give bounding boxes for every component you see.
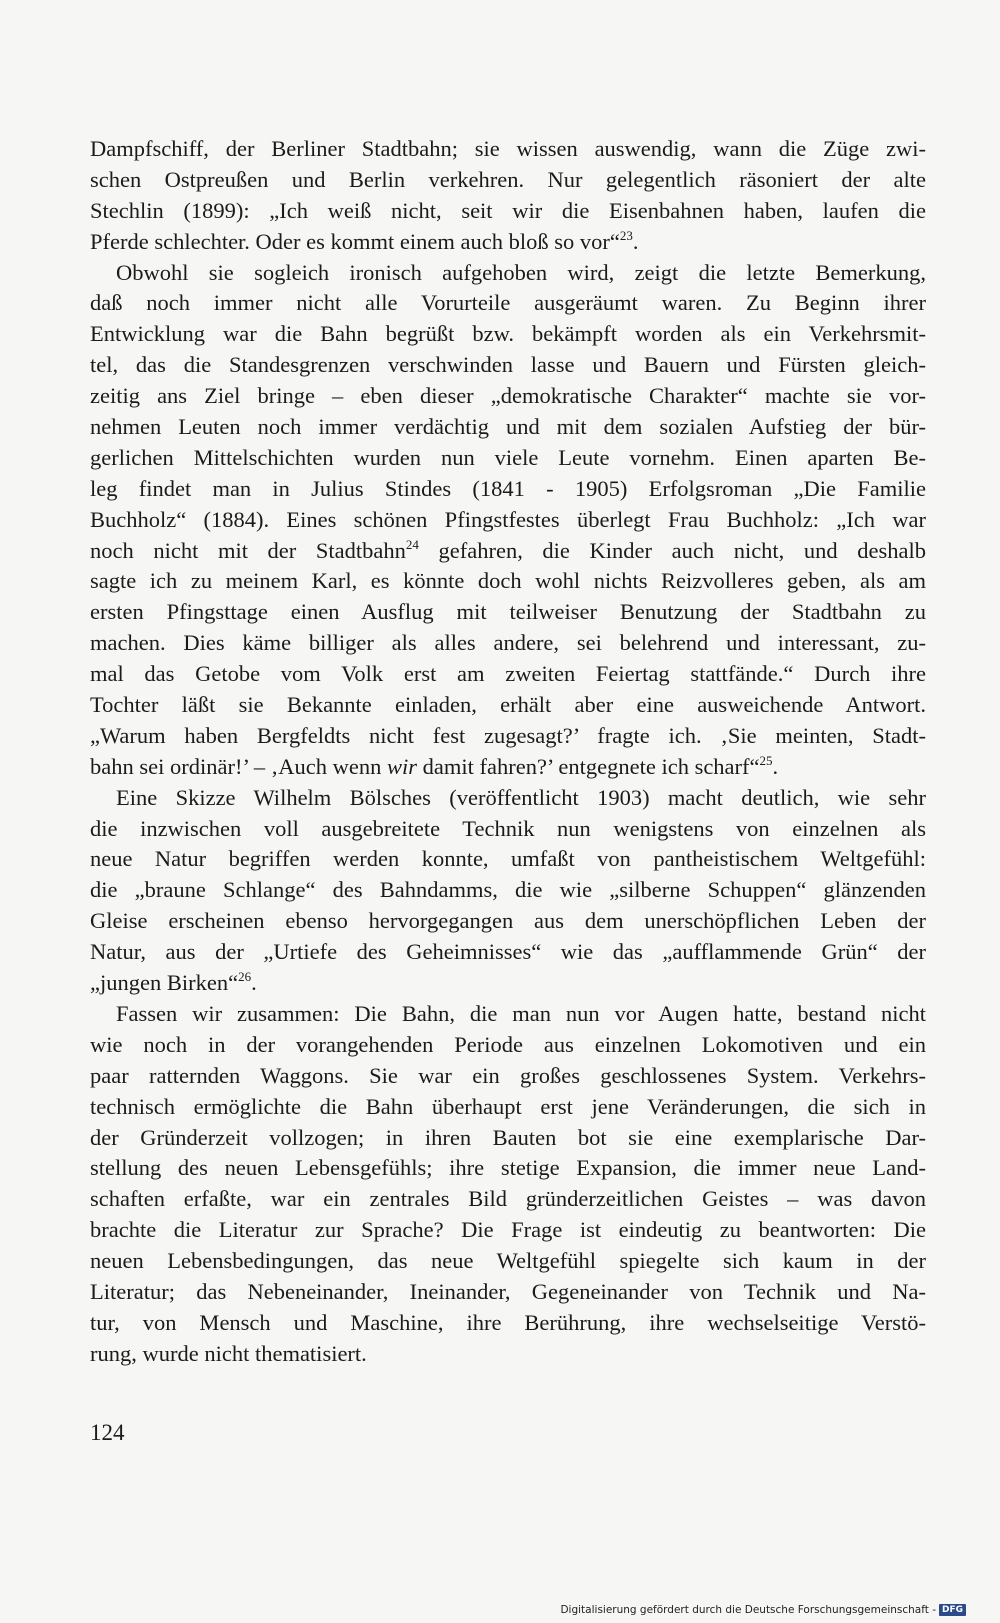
- text-line: wie noch in der vorangehenden Periode aus einzelnen Lokomotiven und ein: [90, 1031, 926, 1057]
- text-line: Eine Skizze Wilhelm Bölsches (veröffentlicht 1903) macht deutlich, wie sehr: [116, 784, 926, 810]
- text-line: der Gründerzeit vollzogen; in ihren Bauten bot sie eine exemplarische Dar-: [90, 1124, 926, 1150]
- text-line: mal das Getobe vom Volk erst am zweiten Feiertag stattfände.“ Durch ihre: [90, 661, 926, 687]
- paragraph: [90, 783, 926, 999]
- text-line: zeitig ans Ziel bringe – eben dieser „demokratische Charakter“ machte sie vor-: [90, 383, 926, 409]
- text-line: Tochter läßt sie Bekannte einladen, erhält aber eine ausweichende Antwort.: [90, 692, 926, 718]
- text-line: nehmen Leuten noch immer verdächtig und mit dem sozialen Aufstieg der bür-: [90, 414, 926, 440]
- text-line: Buchholz“ (1884). Eines schönen Pfingstfestes überlegt Frau Buchholz: „Ich war: [90, 506, 926, 532]
- text-line: „jungen Birken“$^{26}$.: [90, 969, 257, 996]
- text-line: Natur, aus der „Urtiefe des Geheimnisses“ wie das „aufflammende Grün“ der: [90, 939, 926, 965]
- text-line: „Warum haben Bergfeldts nicht fest zugesagt?’ fragte ich. ‚Sie meinten, Stadt-: [90, 722, 926, 748]
- text-line: die „braune Schlange“ des Bahndamms, die wie „silberne Schuppen“ glänzenden: [90, 877, 926, 903]
- text-line: daß noch immer nicht alle Vorurteile ausgeräumt waren. Zu Beginn ihrer: [90, 290, 926, 316]
- text-line: brachte die Literatur zur Sprache? Die Frage ist eindeutig zu beantworten: Die: [90, 1217, 926, 1243]
- text-line: Fassen wir zusammen: Die Bahn, die man nun vor Augen hatte, bestand nicht: [116, 1000, 926, 1026]
- text-line: leg findet man in Julius Stindes (1841 - 1905) Erfolgsroman „Die Familie: [90, 475, 926, 501]
- body-text: [90, 134, 926, 1370]
- text-line: paar ratternden Waggons. Sie war ein großes geschlossenes System. Verkehrs-: [90, 1062, 926, 1088]
- text-line: tel, das die Standesgrenzen verschwinden lasse und Bauern und Fürsten gleich-: [90, 352, 926, 378]
- text-line: Obwohl sie sogleich ironisch aufgehoben wird, zeigt die letzte Bemerkung,: [116, 259, 926, 285]
- text-line: tur, von Mensch und Maschine, ihre Berührung, ihre wechselseitige Verstö-: [90, 1309, 926, 1335]
- text-line: rung, wurde nicht thematisiert.: [90, 1340, 367, 1366]
- text-line: stellung des neuen Lebensgefühls; ihre stetige Expansion, die immer neue Land-: [90, 1155, 926, 1181]
- paragraph: [90, 999, 926, 1370]
- emphasis: wir: [386, 753, 417, 779]
- text-line: die inzwischen voll ausgebreitete Technik nun wenigstens von einzelnen als: [90, 815, 926, 841]
- text-line: schen Ostpreußen und Berlin verkehren. Nur gelegentlich räsoniert der alte: [90, 166, 926, 192]
- text-line: Literatur; das Nebeneinander, Ineinander, Gegeneinander von Technik und Na-: [90, 1278, 926, 1304]
- text-line: technisch ermöglichte die Bahn überhaupt erst jene Veränderungen, die sich in: [90, 1093, 926, 1119]
- text-line: machen. Dies käme billiger als alles andere, sei belehrend und interessant, zu-: [90, 630, 926, 656]
- text-line: noch nicht mit der Stadtbahn$^{24}$ gefahren, die Kinder auch nicht, und deshalb: [90, 536, 927, 563]
- text-line: neue Natur begriffen werden konnte, umfaßt von pantheistischem Weltgefühl:: [90, 846, 926, 872]
- footnote-marker: 26: [238, 969, 252, 985]
- text-line: Stechlin (1899): „Ich weiß nicht, seit wir die Eisenbahnen haben, laufen die: [90, 197, 926, 223]
- dfg-logo: DFG: [939, 1604, 966, 1616]
- text-line: Pferde schlechter. Oder es kommt einem auch bloß so vor“$^{23}$.: [90, 227, 639, 254]
- paragraph: [90, 258, 926, 783]
- digitization-footer: [560, 1603, 966, 1617]
- text-line: gerlichen Mittelschichten wurden nun viele Leute vornehm. Einen aparten Be-: [90, 444, 926, 470]
- footer-text: Digitalisierung gefördert durch die Deutsche Forschungsgemeinschaft -: [560, 1604, 936, 1616]
- footnote-marker: 25: [759, 752, 773, 768]
- paragraph: [90, 134, 926, 258]
- text-line: Dampfschiff, der Berliner Stadtbahn; sie wissen auswendig, wann die Züge zwi-: [90, 136, 926, 161]
- text-line: sagte ich zu meinem Karl, es könnte doch wohl nichts Reizvolleres geben, als am: [90, 568, 926, 594]
- page-number: 124: [90, 1420, 125, 1445]
- footnote-marker: 23: [619, 227, 633, 243]
- text-line: bahn sei ordinär!’ – ‚Auch wenn wir damit fahren?’ entgegnete ich scharf“$^{25}$.: [90, 752, 779, 779]
- text-line: Gleise erscheinen ebenso hervorgegangen aus dem unerschöpflichen Leben der: [90, 908, 926, 934]
- text-line: schaften erfaßte, war ein zentrales Bild gründerzeitlichen Geistes – was davon: [90, 1186, 926, 1212]
- footnote-marker: 24: [405, 536, 419, 552]
- text-line: ersten Pfingsttage einen Ausflug mit teilweiser Benutzung der Stadtbahn zu: [90, 599, 926, 625]
- text-line: neuen Lebensbedingungen, das neue Weltgefühl spiegelte sich kaum in der: [90, 1248, 926, 1274]
- text-line: Entwicklung war die Bahn begrüßt bzw. bekämpft worden als ein Verkehrsmit-: [90, 321, 926, 347]
